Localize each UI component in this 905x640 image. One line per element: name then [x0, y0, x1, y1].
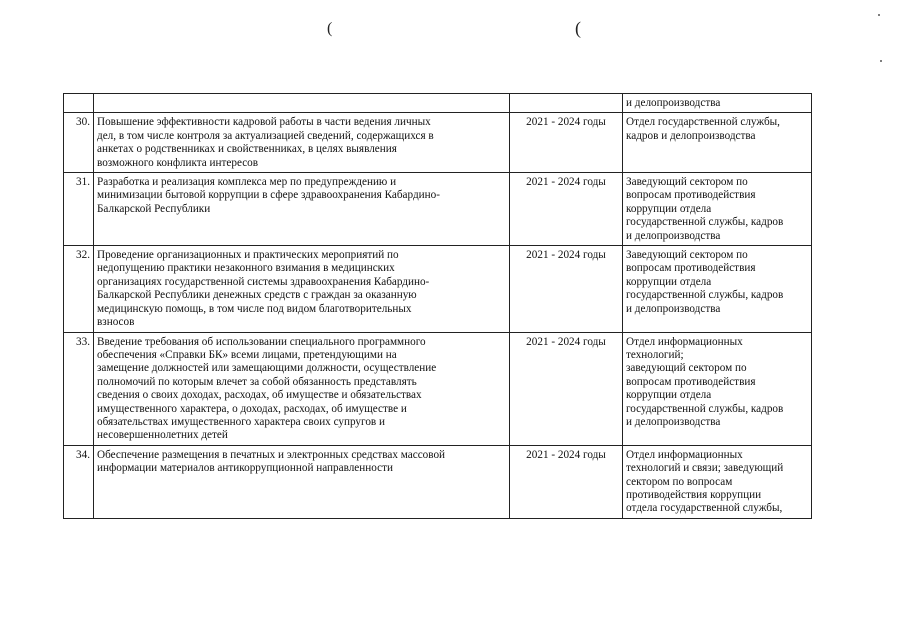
activity-cell [94, 246, 510, 332]
responsible-line: вопросам противодействия [626, 262, 756, 275]
term-cell: 2021 - 2024 годы [510, 173, 623, 246]
activity-line: информации материалов антикоррупционной направленности [97, 462, 393, 475]
responsible-line: противодействия коррупции [626, 488, 762, 501]
responsible-line: Заведующий сектором по [626, 176, 748, 189]
responsible-line: государственной службы, кадров [626, 402, 784, 415]
activity-cell [94, 332, 510, 445]
responsible-cell [623, 94, 812, 113]
row-number: 33. [64, 332, 94, 445]
row-number: 32. [64, 246, 94, 332]
responsible-line: Отдел информационных [626, 335, 743, 348]
scan-speck [878, 14, 880, 16]
responsible-line: сектором по вопросам [626, 475, 733, 488]
responsible-line: заведующий сектором по [626, 362, 747, 375]
activity-cell [94, 94, 510, 113]
scan-mark-left: ( [327, 20, 333, 37]
scan-speck [880, 60, 882, 62]
term-cell: 2021 - 2024 годы [510, 246, 623, 332]
responsible-line: технологий и связи; заведующий [626, 462, 784, 475]
row-number: 34. [64, 445, 94, 518]
term-cell: 2021 - 2024 годы [510, 332, 623, 445]
responsible-line: и делопроизводства [626, 229, 721, 242]
term-cell: 2021 - 2024 годы [510, 445, 623, 518]
activity-line: взносов [97, 316, 135, 329]
activity-line: Проведение организационных и практических мероприятий по [97, 249, 399, 262]
responsible-line: Отдел государственной службы, [626, 116, 780, 129]
responsible-line: отдела государственной службы, [626, 502, 783, 515]
activity-line: дел, в том числе контроля за актуализацией сведений, содержащихся в [97, 129, 434, 142]
responsible-line: коррупции отдела [626, 275, 712, 288]
term-cell: 2021 - 2024 годы [510, 113, 623, 173]
responsible-line: технологий; [626, 348, 684, 361]
table-row [64, 113, 812, 173]
term-cell [510, 94, 623, 113]
activity-line: организациях государственной системы здравоохранения Кабардино- [97, 275, 430, 288]
responsible-line: Заведующий сектором по [626, 249, 748, 262]
row-number: 31. [64, 173, 94, 246]
activity-cell [94, 173, 510, 246]
continuation-row [64, 94, 812, 113]
responsible-line: государственной службы, кадров [626, 289, 784, 302]
activity-line: анкетах о родственниках и свойственниках, в целях выявления [97, 143, 397, 156]
responsible-cell [623, 332, 812, 445]
table-row [64, 332, 812, 445]
activity-cell [94, 113, 510, 173]
responsible-line: вопросам противодействия [626, 375, 756, 388]
responsible-line: и делопроизводства [626, 302, 721, 315]
activity-line: замещение должностей или замещающими должности, осуществление [97, 362, 437, 375]
activity-line: несовершеннолетних детей [97, 429, 228, 442]
responsible-line: вопросам противодействия [626, 189, 756, 202]
activity-line: медицинскую помощь, в том числе под видом благотворительных [97, 302, 412, 315]
anticorruption-plan-table [63, 93, 812, 519]
responsible-line: Отдел информационных [626, 448, 743, 461]
row-number: 30. [64, 113, 94, 173]
responsible-line: коррупции отдела [626, 389, 712, 402]
activity-line: Обеспечение размещения в печатных и электронных средствах массовой [97, 448, 446, 461]
activity-line: обеспечения «Справки БК» всеми лицами, претендующими на [97, 348, 397, 361]
activity-line: недопущению практики незаконного взимания в медицинских [97, 262, 395, 275]
table-row [64, 445, 812, 518]
responsible-cell [623, 113, 812, 173]
table-row [64, 173, 812, 246]
responsible-cell [623, 445, 812, 518]
responsible-line: кадров и делопроизводства [626, 129, 756, 142]
activity-line: Разработка и реализация комплекса мер по предупреждению и [97, 176, 397, 189]
activity-line: минимизации бытовой коррупции в сфере здравоохранения Кабардино- [97, 189, 440, 202]
activity-line: Балкарской Республики денежных средств с граждан за оказанную [97, 289, 417, 302]
table-row [64, 246, 812, 332]
responsible-line: государственной службы, кадров [626, 216, 784, 229]
row-number-cell [64, 94, 94, 113]
activity-line: возможного конфликта интересов [97, 156, 259, 169]
scan-mark-right: ( [575, 18, 581, 38]
responsible-line: и делопроизводства [626, 415, 721, 428]
activity-line: обязательствах имущественного характера своих супругов и [97, 415, 385, 428]
activity-line: Балкарской Республики [97, 202, 211, 215]
activity-line: Введение требования об использовании специального программного [97, 335, 426, 348]
responsible-cell [623, 173, 812, 246]
activity-line: имущественного характера, о доходах, расходах, об имуществе и [97, 402, 407, 415]
responsible-line: коррупции отдела [626, 202, 712, 215]
responsible-cell [623, 246, 812, 332]
activity-line: Повышение эффективности кадровой работы в части ведения личных [97, 116, 431, 129]
activity-line: полномочий по которым влечет за собой обязанность представлять [97, 375, 417, 388]
activity-cell [94, 445, 510, 518]
activity-line: сведения о своих доходах, расходах, об имуществе и обязательствах [97, 389, 422, 402]
responsible-line: и делопроизводства [626, 97, 721, 109]
